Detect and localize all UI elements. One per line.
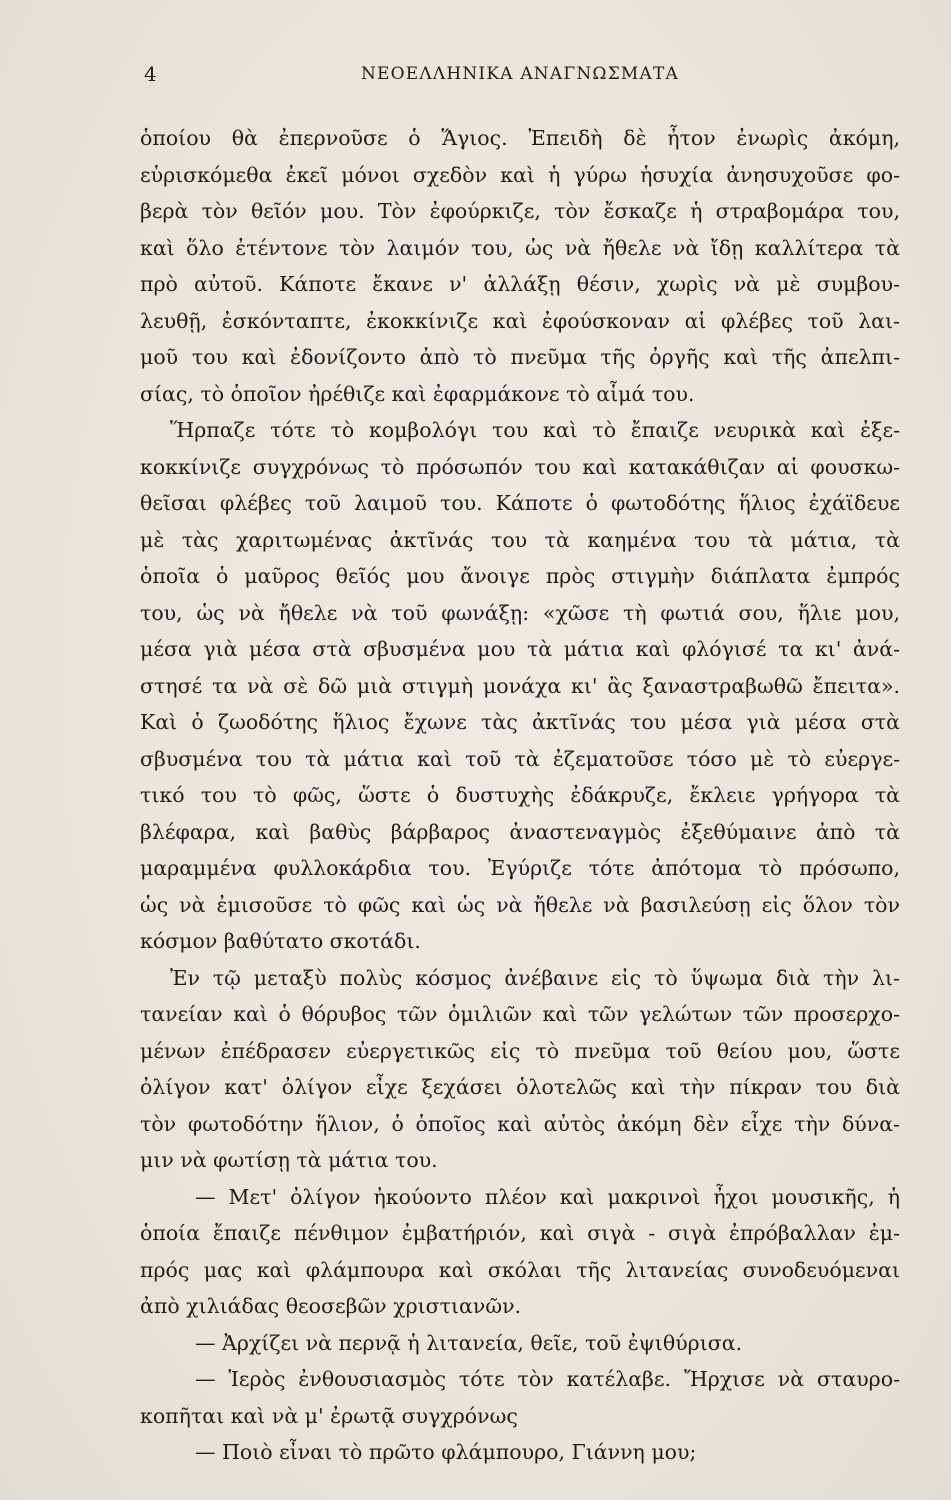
text-line: μένων ἐπέδρασεν εὐεργετικῶς εἰς τὸ πνεῦμα τοῦ θείου μου, ὥστε [140,1038,900,1063]
text-line: ὁποίου θὰ ἐπερνοῦσε ὁ Ἅγιος. Ἐπειδὴ δὲ ἦτον ἐνωρὶς ἀκόμη, [140,126,900,150]
text-line: καὶ ὅλο ἐτέντονε τὸν λαιμόν του, ὡς νὰ ἤθελε νὰ ἴδῃ καλλίτερα τὰ [140,235,900,260]
text-line: θεῖσαι φλέβες τοῦ λαιμοῦ του. Κάποτε ὁ φωτοδότης ἥλιος ἐχάϊδευε [140,491,900,515]
text-line: τικό του τὸ φῶς, ὥστε ὁ δυστυχὴς ἐδάκρυζε, ἔκλειε γρήγορα τὰ [140,783,900,807]
text-line: πρὸ αὐτοῦ. Κάποτε ἔκανε ν' ἀλλάξῃ θέσιν, χωρὶς νὰ μὲ συμβου- [140,272,900,296]
text-line: σβυσμένα του τὰ μάτια καὶ τοῦ τὰ ἐζεματοῦσε τόσο μὲ τὸ εὐεργε- [140,746,900,771]
text-line: βλέφαρα, καὶ βαθὺς βάρβαρος ἀναστεναγμὸς ἐξεθύμαινε ἀπὸ τὰ [140,819,900,844]
text-line: ὡς νὰ ἐμισοῦσε τὸ φῶς καὶ ὡς νὰ ἤθελε νὰ βασιλεύσῃ εἰς ὅλον τὸν [140,892,900,917]
text-line: μὲ τὰς χαριτωμένας ἀκτῖνάς του τὰ καημένα του τὰ μάτια, τὰ [140,527,900,552]
text-line: ἀπὸ χιλιάδας θεοσεβῶν χριστιανῶν. [140,1294,522,1318]
text-line: ὀλίγον κατ' ὀλίγον εἶχε ξεχάσει ὁλοτελῶς καὶ τὴν πίκραν του διὰ [140,1075,900,1099]
text-line: κοπῆται καὶ νὰ μ' ἐρωτᾷ συγχρόνως [140,1403,518,1428]
text-line: — Ποιὸ εἶναι τὸ πρῶτο φλάμπουρο, Γιάννη μου; [195,1440,697,1464]
text-line: τὸν φωτοδότην ἥλιον, ὁ ὁποῖος καὶ αὐτὸς ἀκόμη δὲν εἶχε τὴν δύνα- [140,1111,900,1136]
text-line: του, ὡς νὰ ἤθελε νὰ τοῦ φωνάξῃ: «χῶσε τὴ φωτιά σου, ἥλιε μου, [140,600,900,625]
text-line: Ἥρπαζε τότε τὸ κομβολόγι του καὶ τὸ ἔπαιζε νευρικὰ καὶ ἐξε- [170,418,900,442]
text-line: κόσμον βαθύτατο σκοτάδι. [140,929,421,953]
text-line: — Ἀρχίζει νὰ περνᾷ ἡ λιτανεία, θεῖε, τοῦ ἐψιθύρισα. [195,1330,743,1355]
text-line: — Μετ' ὀλίγον ἠκούοντο πλέον καὶ μακρινοὶ ἦχοι μουσικῆς, ἡ [195,1184,900,1209]
text-line: σίας, τὸ ὁποῖον ἠρέθιζε καὶ ἐφαρμάκονε τὸ αἷμά του. [140,381,695,406]
text-line: πρός μας καὶ φλάμπουρα καὶ σκόλαι τῆς λιτανείας συνοδευόμεναι [140,1257,900,1282]
page-number: 4 [144,62,158,86]
text-line: μοῦ του καὶ ἐδονίζοντο ἀπὸ τὸ πνεῦμα τῆς ὀργῆς καὶ τῆς ἀπελπι- [140,345,900,369]
text-line: — Ἱερὸς ἐνθουσιασμὸς τότε τὸν κατέλαβε. Ἤρχισε νὰ σταυρο- [195,1367,900,1391]
text-line: στησέ τα νὰ σὲ δῶ μιὰ στιγμὴ μονάχα κι' ἂς ξαναστραβωθῶ ἔπειτα». [140,673,900,698]
text-line: τανείαν καὶ ὁ θόρυβος τῶν ὁμιλιῶν καὶ τῶν γελώτων τῶν προσερχο- [140,1002,900,1026]
text-line: μαραμμένα φυλλοκάρδια του. Ἐγύριζε τότε ἀπότομα τὸ πρόσωπο, [140,856,900,880]
running-title: ΝΕΟΕΛΛΗΝΙΚΑ ΑΝΑΓΝΩΣΜΑΤΑ [360,64,680,84]
body-text [140,120,900,1471]
page-header [140,62,900,92]
text-line: ὁποῖα ὁ μαῦρος θεῖός μου ἄνοιγε πρὸς στιγμὴν διάπλατα ἐμπρός [140,564,900,588]
text-line: λευθῇ, ἐσκόνταπτε, ἐκοκκίνιζε καὶ ἐφούσκοναν αἱ φλέβες τοῦ λαι- [140,308,900,333]
text-line: κοκκίνιζε συγχρόνως τὸ πρόσωπόν του καὶ κατακάθιζαν αἱ φουσκω- [140,454,900,479]
text-line: ὁποία ἔπαιζε πένθιμον ἐμβατήριόν, καὶ σιγὰ - σιγὰ ἐπρόβαλλαν ἐμ- [140,1221,900,1245]
text-line: μιν νὰ φωτίσῃ τὰ μάτια του. [140,1148,438,1172]
text-line: μέσα γιὰ μέσα στὰ σβυσμένα μου τὰ μάτια καὶ φλόγισέ τα κι' ἀνά- [140,637,900,661]
text-line: βερὰ τὸν θεῖόν μου. Τὸν ἐφούρκιζε, τὸν ἔσκαζε ἡ στραβομάρα του, [140,199,900,223]
text-line: Καὶ ὁ ζωοδότης ἥλιος ἔχωνε τὰς ἀκτῖνάς του μέσα γιὰ μέσα στὰ [140,710,900,734]
text-line: Ἐν τῷ μεταξὺ πολὺς κόσμος ἀνέβαινε εἰς τὸ ὕψωμα διὰ τὴν λι- [170,965,900,990]
text-line: εὑρισκόμεθα ἐκεῖ μόνοι σχεδὸν καὶ ἡ γύρω ἡσυχία ἀνησυχοῦσε φο- [140,162,900,187]
